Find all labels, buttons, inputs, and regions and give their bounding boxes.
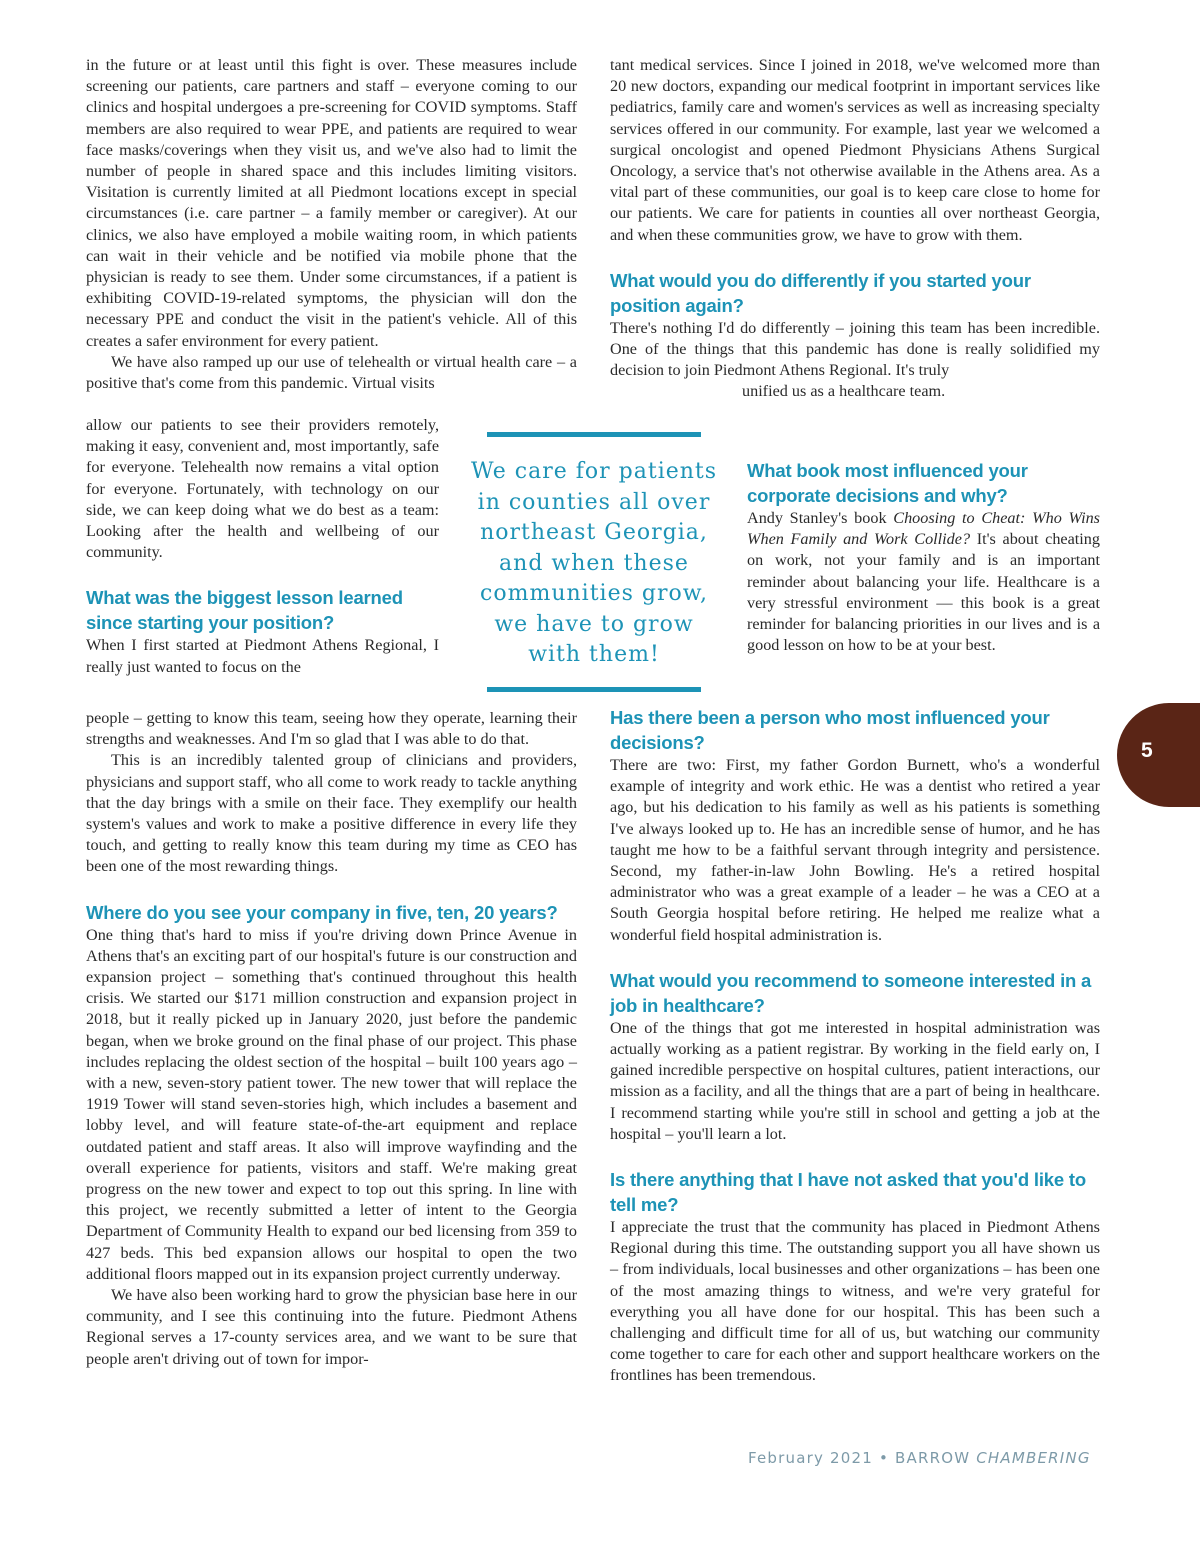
left-column-top xyxy=(86,55,577,394)
right-paragraph-2b: unified us as a healthcare team. xyxy=(742,382,946,401)
right-paragraph-3 xyxy=(747,508,1100,656)
left-paragraph-3a: When I first started at Piedmont Athens Regional, I really just wanted to focus on the xyxy=(86,636,439,676)
pull-quote-bottom-rule xyxy=(487,687,701,692)
right-paragraph-5: One of the things that got me interested in hospital administration was actually working as a patient registrar. By working in the field early on, I gained incredible perspective on hospital cultures, patient interactions, our mission as a facility, and all the things that are a part of being in healthcare. I recommend starting while you're still in school and getting a job at the hospital – you'll learn a lot. xyxy=(610,1018,1100,1143)
page-number-tab xyxy=(1117,703,1200,807)
right-paragraph-6: I appreciate the trust that the community has placed in Piedmont Athens Regional during this time. The outstanding support you all have shown us – from individuals, local businesses and other organizations – has been one of the most amazing things to witness, and we're very grateful for everything you all have done for our hospital. This has been such a challenging and difficult time for all of us, but watching our community come together to care for each other and support healthcare workers on the frontlines has been tremendous. xyxy=(610,1218,1100,1385)
right-paragraph-2a: There's nothing I'd do differently – joining this team has been incredible. One of the things that this pandemic has done is really solidified my decision to join Piedmont Athens Regional. It's truly xyxy=(610,318,1100,380)
footer-separator: • xyxy=(878,1449,890,1467)
right-column-narrow xyxy=(747,458,1100,656)
left-paragraph-5: One thing that's hard to miss if you're driving down Prince Avenue in Athens that's an exciting part of our hospital's future is our construction and expansion project – something that's continued throughout this health crisis. We started our $171 million construction and expansion project in 2018, but it really picked up in January 2020, just before the pandemic began, when we broke ground on the final phase of our project. This phase includes replacing the oldest section of the hospital – built 100 years ago – with a new, seven-story patient tower. The new tower that will replace the 1919 Tower will stand seven-stories high, which includes a basement and lobby level, and will feature state-of-the-art equipment and replace outdated patient and staff areas. It also will improve wayfinding and the overall experience for patients, visitors and staff. We're making great progress on the new tower and expect to top out this spring. In line with this project, we recently submitted a letter of intent to the Georgia Department of Community Health to expand our bed licensing from 359 to 427 beds. This bed expansion allows our hospital to open the two additional floors mapped out in its expansion project currently underway. xyxy=(86,925,577,1283)
footer-publication-italic: CHAMBERING xyxy=(976,1449,1091,1467)
left-paragraph-1: in the future or at least until this fight is over. These measures include screening our patients, care partners and staff – everyone coming to our clinics and hospital undergoes a pre-screening for COVID symptoms. Staff members are also required to wear PPE, and patients are required to wear face masks/coverings when they visit us, and we've also had to limit the number of people in shared space and this includes limiting visitors. Visitation is currently limited at all Piedmont locations except in special circumstances (i.e. care partner – a family member or caregiver). At our clinics, we also have employed a mobile waiting room, in which patients can wait in their vehicle and be notified via mobile phone that the physician is ready to see them. Under some circumstances, if a patient is exhibiting COVID-19-related symptoms, the physician will don the necessary PPE and conduct the visit in the patient's vehicle. All of this creates a safer environment for every patient. xyxy=(86,56,577,350)
left-heading-future: Where do you see your company in five, ten, 20 years? xyxy=(86,901,558,923)
book-text: It's about cheating on work, not your family and is an important reminder about balancing your life. Healthcare is a very stressful environment — this book is a great reminder for balancing priorities in our lives and is a good lesson on how to be at your best. xyxy=(747,530,1100,655)
book-intro: Andy Stanley's book xyxy=(747,509,894,527)
right-paragraph-1: tant medical services. Since I joined in 2018, we've welcomed more than 20 new doctors, expanding our medical footprint in important services like pediatrics, family care and women's services as well as increasing specialty services offered in our community. For example, last year we welcomed a surgical oncologist and opened Piedmont Physicians Athens Surgical Oncology, a service that's not otherwise available in the Athens area. As a vital part of these communities, our goal is to keep care close to home for our patients. We care for patients in counties all over northeast Georgia, and when these communities grow, we have to grow with them. xyxy=(610,56,1100,244)
right-column-top xyxy=(610,55,1100,403)
left-heading-lesson: What was the biggest lesson learned since starting your position? xyxy=(86,587,403,634)
right-heading-differently: What would you do differently if you started your position again? xyxy=(610,269,1031,316)
footer-date: February 2021 xyxy=(748,1449,874,1467)
left-paragraph-2b: allow our patients to see their providers remotely, making it easy, convenient and, most importantly, safe for everyone. Telehealth now remains a vital option for everyone. Fortunately, with technology on our side, we can keep doing what we do best as a team: Looking after the health and wellbeing of our community. xyxy=(86,416,439,562)
right-heading-book: What book most influenced your corporate decisions and why? xyxy=(747,460,1028,506)
right-column-bottom xyxy=(610,705,1100,1387)
left-paragraph-6: We have also been working hard to grow the physician base here in our community, and I see this continuing into the future. Piedmont Athens Regional serves a 17-county services area, and we want to be sure that people aren't driving out of town for impor- xyxy=(86,1286,577,1368)
left-paragraph-3b: people – getting to know this team, seeing how they operate, learning their strengths and weaknesses. And I'm so glad that I was able to do that. xyxy=(86,709,577,749)
pull-quote-text: We care for patients in counties all over northeast Georgia, and when these communities grow, we have to grow with them! xyxy=(470,459,718,667)
left-paragraph-4: This is an incredibly talented group of clinicians and providers, physicians and support staff, who all come to work ready to tackle anything that the day brings with a smile on their face. They exemplify our health system's values and work to make a positive difference in every life they touch, and getting to really know this team during my time as CEO has been one of the most rewarding things. xyxy=(86,751,577,876)
footer-publication: BARROW xyxy=(895,1449,971,1467)
left-paragraph-2a: We have also ramped up our use of telehealth or virtual health care – a positive that's come from this pandemic. Virtual visits xyxy=(86,352,577,393)
right-heading-recommend: What would you recommend to someone interested in a job in healthcare? xyxy=(610,969,1092,1016)
right-heading-person: Has there been a person who most influenced your decisions? xyxy=(610,707,1050,753)
right-heading-anything: Is there anything that I have not asked that you'd like to tell me? xyxy=(610,1169,1086,1216)
left-column-narrow xyxy=(86,415,439,678)
footer xyxy=(748,1449,1108,1467)
left-column-bottom xyxy=(86,708,577,1370)
pull-quote xyxy=(470,432,718,692)
book-title: Choosing to Cheat: Who Wins When Family and Work Collide? xyxy=(747,509,1100,549)
page-number: 5 xyxy=(1141,739,1153,762)
right-paragraph-4: There are two: First, my father Gordon Burnett, who's a wonderful example of integrity and work ethic. He was a dentist who retired a year ago, but his dedication to his family as well as his patients is something I've always looked up to. He has an incredible sense of humor, and he has taught me how to be a faithful servant through integrity and persistence. Second, my father-in-law John Bowling. He's a retired hospital administrator who was a great example of a leader – he was a CEO at a South Georgia hospital before retiring. He helped me realize what a wonderful field hospital administration is. xyxy=(610,756,1100,944)
